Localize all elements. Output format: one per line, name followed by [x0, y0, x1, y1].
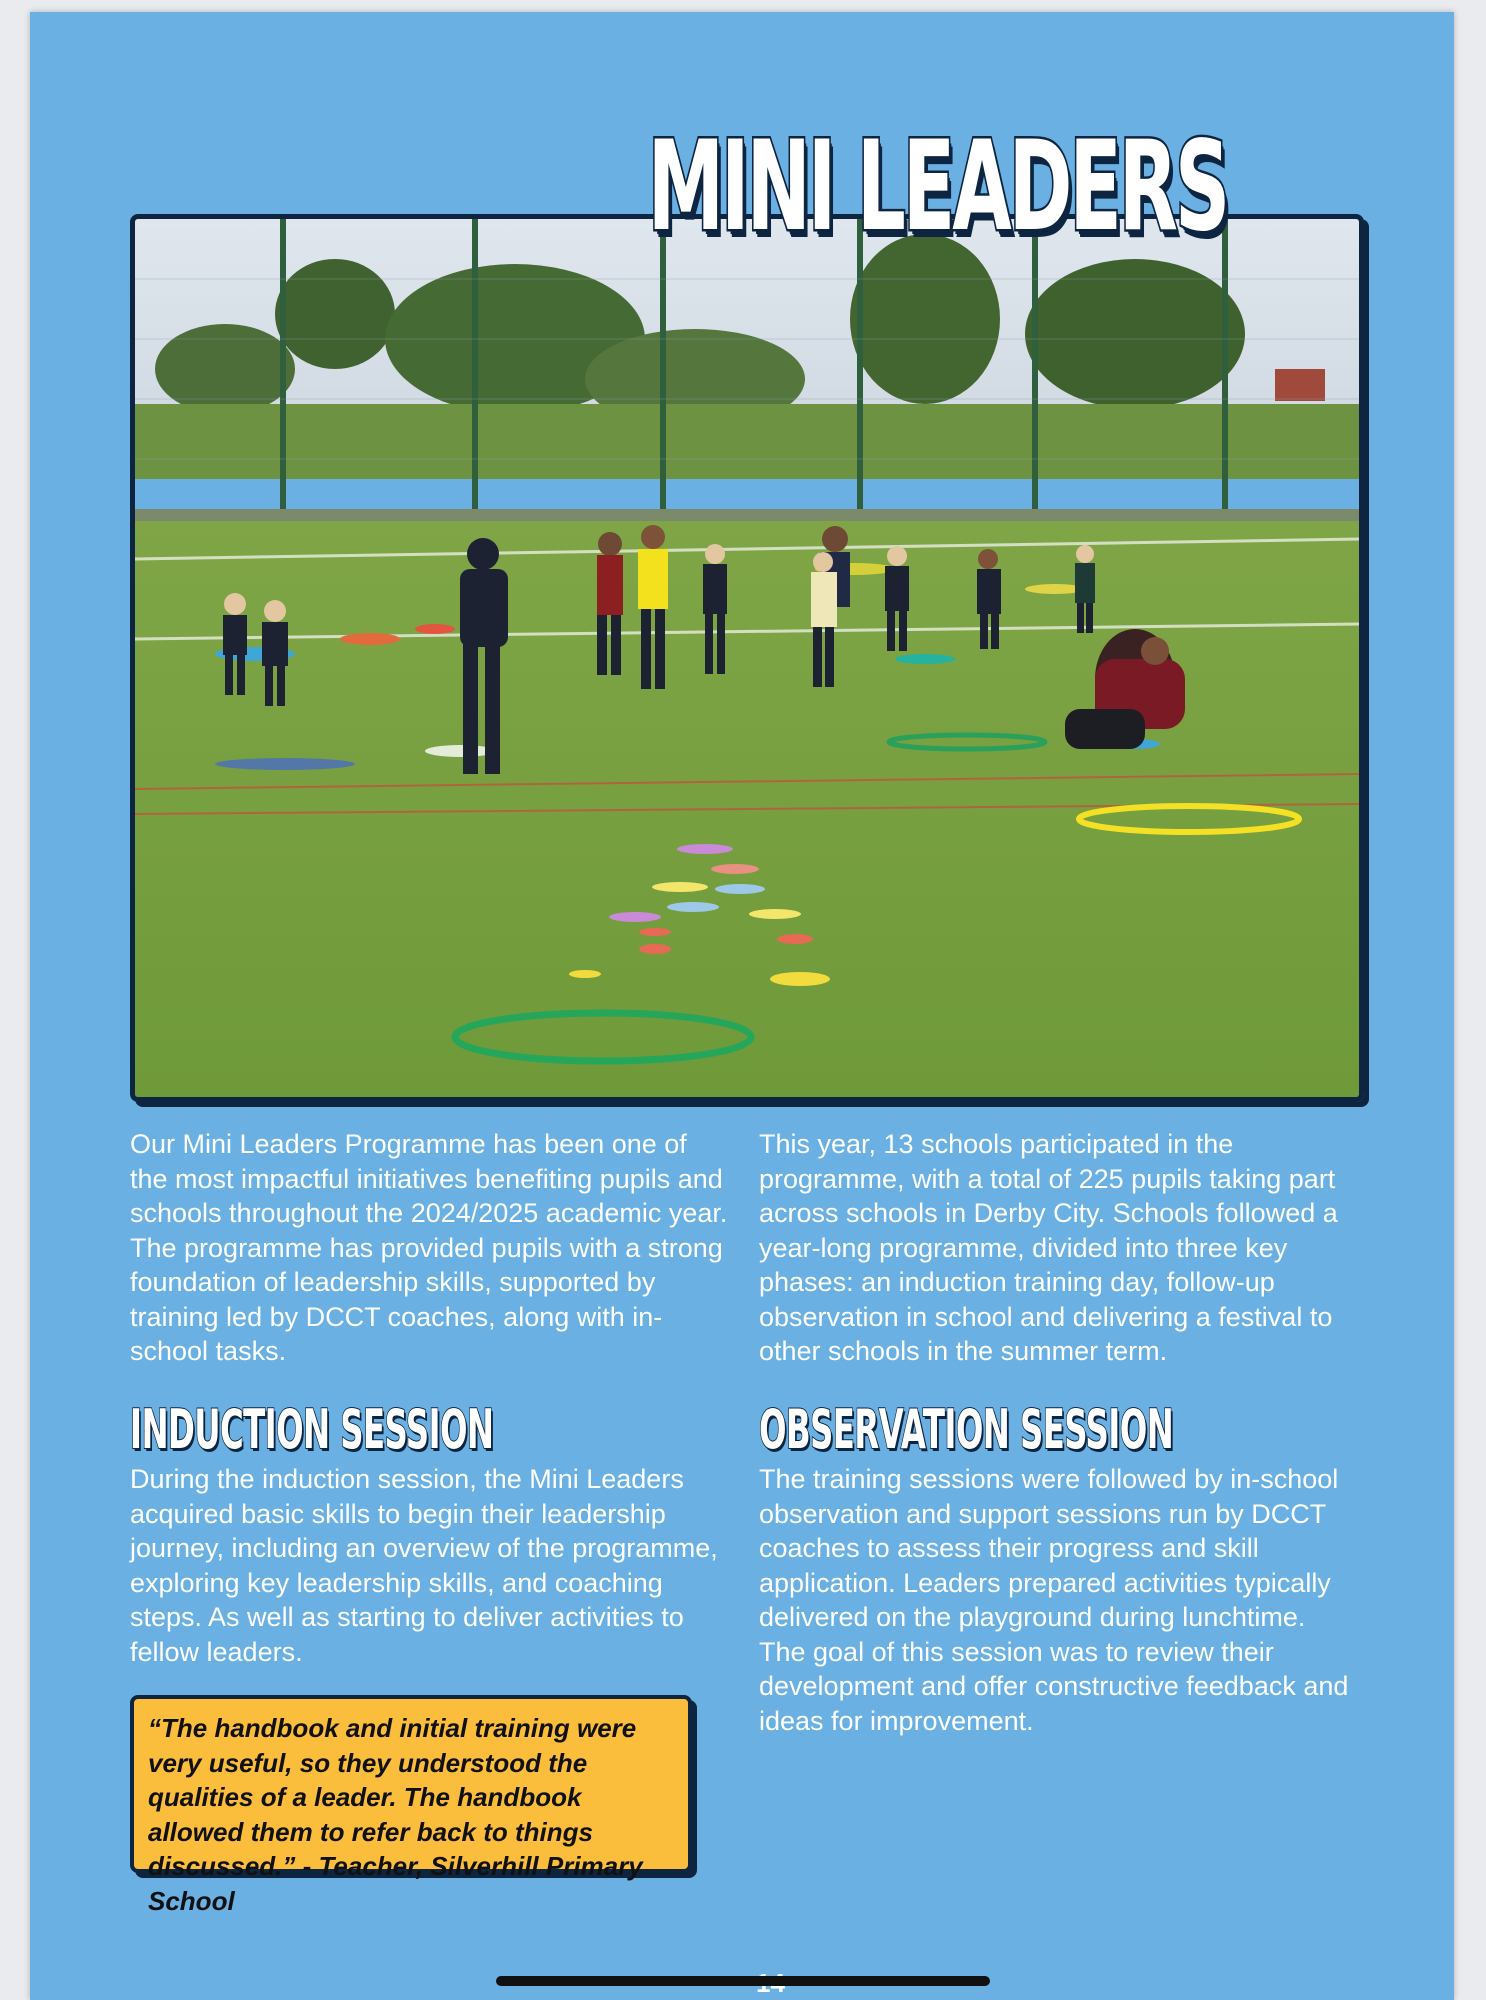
teacher-quote: “The handbook and initial training were very useful, so they understood the qualities of a leader. The handbook allowed them to refer back to things discussed.” - Teacher, Silverhill Primary School: [148, 1713, 643, 1916]
observation-body: The training sessions were followed by in-school observation and support sessions run by DCCT coaches to assess their progress and skill application. Leaders prepared activities typically delivered on the playground during lunchtime. The goal of this session was to review their development and offer constructive feedback and ideas for improvement.: [759, 1464, 1349, 1736]
observation-heading: OBSERVATION SESSION: [759, 1398, 1174, 1461]
page-title: MINI LEADERS: [647, 115, 1228, 259]
photo: [130, 214, 1364, 1102]
sports-field-photo: [135, 219, 1359, 1097]
page: [30, 12, 1454, 2000]
teacher-quote-box: [130, 1695, 692, 1916]
intro-left-text: Our Mini Leaders Programme has been one of the most impactful initiatives benefiting pupils and schools throughout the 2024/2025 academic year. The programme has provided pupils with a strong foundation of leadership skills, supported by training led by DCCT coaches, along with in-school tasks.: [130, 1129, 728, 1366]
home-indicator[interactable]: [496, 1976, 990, 1986]
intro-right-text: This year, 13 schools participated in the programme, with a total of 225 pupils taking part across schools in Derby City. Schools followed a year-long programme, divided into three key phases: an induction training day, follow-up observation in school and delivering a festival to other schools in the summer term.: [759, 1129, 1338, 1366]
induction-body: During the induction session, the Mini Leaders acquired basic skills to begin their leadership journey, including an overview of the programme, exploring key leadership skills, and coaching steps. As well as starting to deliver activities to fellow leaders.: [130, 1464, 718, 1667]
induction-heading: INDUCTION SESSION: [130, 1398, 494, 1461]
page-title-wrap: [470, 112, 1228, 272]
